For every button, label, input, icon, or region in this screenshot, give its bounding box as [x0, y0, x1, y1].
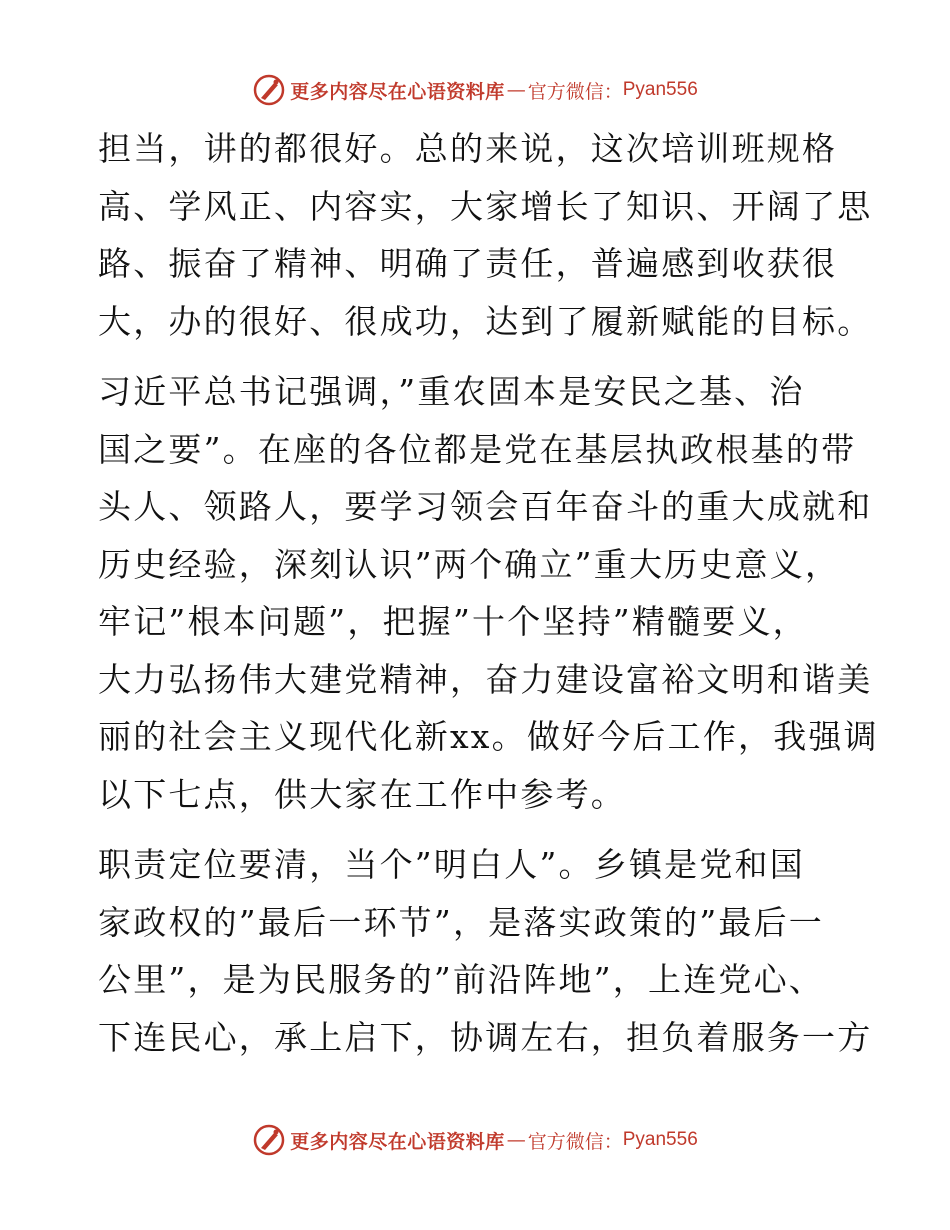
text-line: 高、学风正、内容实，大家增长了知识、开阔了思	[98, 186, 873, 226]
footer-wechat-label: 官方微信：	[527, 1130, 623, 1153]
header-wechat-label: 官方微信：	[527, 80, 623, 103]
text-line: 习近平总书记强调，”重农固本是安民之基、治	[98, 372, 805, 411]
text-line: 国之要”。在座的各位都是党在基层执政根基的带	[98, 429, 857, 469]
paragraph-gap	[98, 823, 858, 836]
text-line: 担当，讲的都很好。总的来说，这次培训班规格	[98, 129, 838, 168]
text-line: 大力弘扬伟大建党精神，奋力建设富裕文明和谐美	[98, 659, 873, 699]
text-line: 下连民心，承上启下，协调左右，担负着服务一方	[98, 1017, 873, 1057]
footer-dash: —	[506, 1129, 526, 1151]
footer-brand: 更多内容尽在心语资料库	[290, 1130, 505, 1153]
footer-wechat-id: Pyan556	[622, 1129, 698, 1150]
header-wechat-id: Pyan556	[622, 79, 698, 100]
text-line: 以下七点，供大家在工作中参考。	[98, 774, 626, 814]
header-dash: —	[506, 79, 526, 101]
paragraph-2	[98, 363, 879, 823]
header-brand: 更多内容尽在心语资料库	[290, 80, 505, 103]
paragraph-gap	[98, 350, 858, 363]
text-line: 大，办的很好、很成功，达到了履新赋能的目标。	[98, 301, 873, 341]
text-line: 历史经验，深刻认识”两个确立”重大历史意义，	[98, 544, 841, 584]
text-line: 头人、领路人，要学习领会百年奋斗的重大成就和	[98, 487, 873, 526]
document-body	[98, 120, 879, 1066]
text-line: 牢记”根本问题”，把握”十个坚持”精髓要义，	[98, 602, 808, 641]
logo-icon	[252, 73, 286, 107]
footer-banner	[0, 1120, 950, 1160]
text-line: 家政权的”最后一环节”，是落实政策的”最后一	[98, 902, 825, 942]
header-banner	[0, 70, 950, 110]
text-line: 丽的社会主义现代化新xx。做好今后工作，我强调	[98, 717, 879, 756]
text-line: 职责定位要清，当个”明白人”。乡镇是党和国	[98, 845, 805, 884]
text-line: 公里”，是为民服务的”前沿阵地”，上连党心、	[98, 960, 825, 999]
logo-icon	[252, 1123, 286, 1157]
text-line: 路、振奋了精神、明确了责任，普遍感到收获很	[98, 244, 838, 283]
paragraph-1	[98, 120, 873, 350]
paragraph-3	[98, 836, 873, 1066]
